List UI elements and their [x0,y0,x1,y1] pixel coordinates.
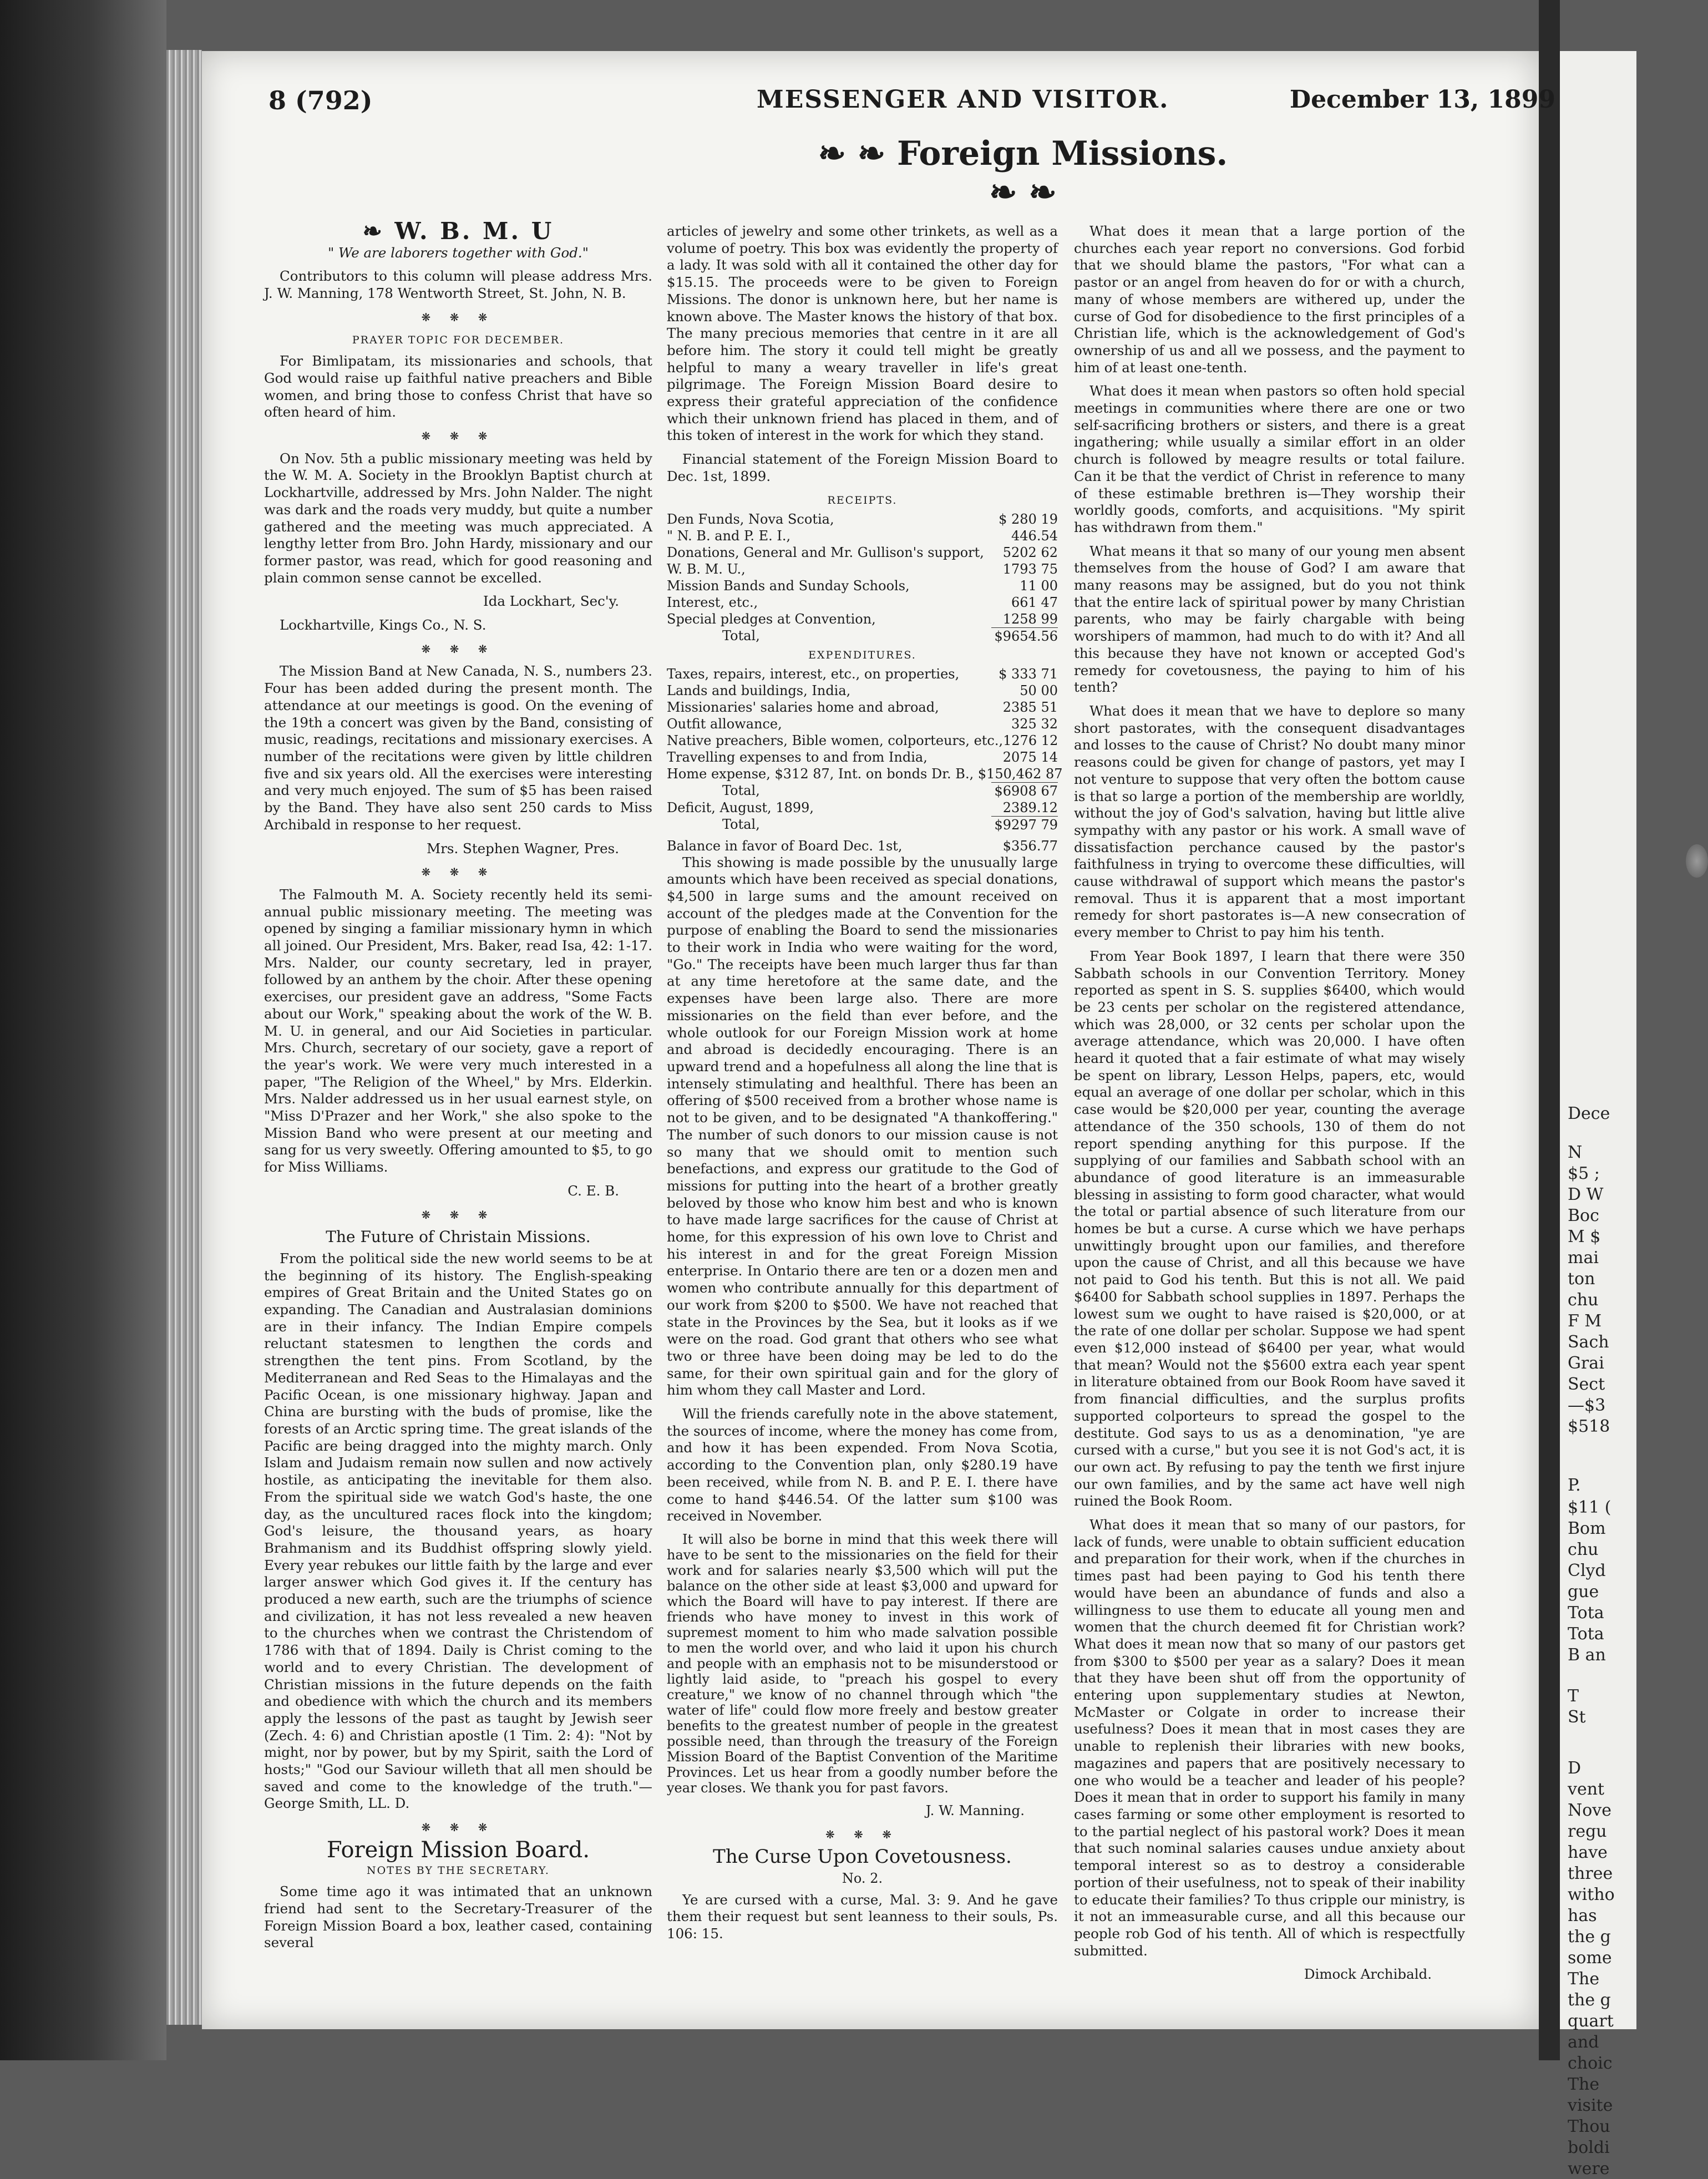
adjacent-page-fragment: visite [1568,2096,1613,2115]
prayer-heading: PRAYER TOPIC FOR DECEMBER. [352,333,565,346]
adjacent-page-fragment: The [1568,2075,1600,2094]
showing-paragraph: This showing is made possible by the unusually large amounts which have been received as special donations, $4,500 in large sums and the amount received on account of the pledges made at the Convention for the purpose of enabling the Board to send the missionaries to their work in India who were waiting for the word, "Go." The receipts have been much larger thus far than at any time heretofore at the same date, and the expenses have been large also. There are more missionaries on the field than ever before, and the whole outlook for our Foreign Mission work at home and abroad is decidedly encouraging. There is an upward trend and a hopefulness all along the line that is intensely stimulating and healthful. There has been an offering of $500 received from a brother whose name is not to be given, and to be designated "A thankoffering." The number of such donors to our mission cause is not so many that we should omit to mention such benefactions, and express our gratitude to the God of missions for putting into the heart of a brother greatly beloved by those who know him best and who is known to have made large sacrifices for the cause of Christ at home, for this expression of his own love to Christ and his interest in and for the great Foreign Mission enterprise. In Ontario there are ten or a dozen men and women who contribute annually for this department of our work from $200 to $500. We have not reached that state in the Provinces by the Sea, but it looks as if we were on the road. God grant that others who see what two or three have been doing may be led to do the same, for their own spiritual gain and for the glory of him whom they call Master and Lord. [667,854,1058,1398]
receipt-row: Den Funds, Nova Scotia, $ 280 19 [667,511,1058,527]
gutter-shadow [1539,0,1560,2060]
curse-p3: What means it that so many of our young men absent themselves from the house of God? I am aware that many reasons may be assigned, but do you not think that the entire lack of spiritual power by many Christian parents, who may be fairly chargable with being worshipers of mammon, had much to do with it? And all this because they have not known or accepted God's remedy for covetousness, the paying to him of his tenth? [1074,543,1465,696]
falmouth-report: The Falmouth M. A. Society recently held its semi-annual public missionary meeting. The meeting was opened by singing a familiar missionary hymn in which all joined. Our President, Mrs. Baker, read Isa, 42: 1-17. Mrs. Nalder, our county secretary, led in prayer, followed by an anthem by the choir. After these opening exercises, our president gave an address, "Some Facts about our Work," speaking about the work of the W. B. M. U. in general, and our Aid Societies in particular. Mrs. Church, secretary of our society, gave a report of the year's work. We were very much interested in a paper, "The Religion of the Wheel," by Mrs. Elderkin. Mrs. Nalder addressed us in her usual earnest style, on "Miss D'Prazer and her Work," she also spoke to the Mission Band who were present at our meeting and sang for us very sweetly. Offering amounted to $5, to go for Miss Williams. [264,886,652,1175]
adjacent-page-fragment: P. [1568,1476,1581,1495]
adjacent-page-fragment: $518 [1568,1417,1610,1436]
ink-blot [1686,844,1708,878]
future-body: From the political side the new world seems to be at the beginning of its history. The English-speaking empires of Great Britain and the United States go on expanding. The Canadian and Australasian dominions are in their infancy. The Indian Empire compels reluctant statesmen to lengthen the cords and strengthen the tent pins. From Scotland, by the Mediterranean and Red Seas to the Himalayas and the Pacific Ocean, is one missionary highway. Japan and China are bursting with the buds of promise, like the forests of an Arctic spring time. The great islands of the Pacific are being dragged into the mighty march. Only Islam and Judaism remain now sullen and now actively hostile, as anticipating the inevitable for them also. From the spiritual side we watch God's haste, the one day, as the uncultured races flock into the kingdom; God's leisure, the thousand years, as hoary Brahmanism and its Buddhist offspring slowly yield. Every year rebukes our little faith by the large and ever larger answer which God gives it. If the century has produced a new earth, such are the triumphs of science and civilization, it has not less revealed a new heaven to the churches when we contrast the Christendom of 1786 with that of 1894. Daily is Christ coming to the world and to every Christian. The development of Christian missions in the future depends on the faith and obedience with which the church and its members apply the lessons of the past as taught by Jewish seer (Zech. 4: 6) and Christian apostle (1 Tim. 2: 4): "Not by might, nor by power, but by my Spirit, saith the Lord of hosts;" "God our Saviour willeth that all men should be saved and come to the knowledge of the truth."—George Smith, LL. D. [264,1250,652,1812]
adjacent-page-fragment: Grai [1568,1354,1604,1373]
receipt-row: Special pledges at Convention, 1258 99 [667,611,1058,627]
receipt-row: " N. B. and P. E. I., 446.54 [667,528,1058,544]
adjacent-page-fragment: chu [1568,1540,1599,1559]
box-story: articles of jewelry and some other trinkets, as well as a volume of poetry. This box was evidently the property of a lady. It was sold with all it contained the other day for $15.15. The proceeds were to be given to Foreign Missions. The donor is unknown here, but her name is known above. The Master knows the history of that box. The many precious memories that centre in it are all before him. The story it could tell might be greatly helpful to many a weary traveller in life's great pilgrimage. The Foreign Mission Board desire to express their grateful appreciation of the confidence which their unknown friend has placed in them, and of this token of interest in the work for which they stand. [667,223,1058,444]
grand-total: Total, $9297 79 [722,816,1058,833]
stars-divider: ❋ ❋ ❋ [421,1821,495,1835]
adjacent-page-fragment: chu [1568,1290,1599,1310]
adjacent-page-fragment: ton [1568,1269,1595,1289]
adjacent-page-fragment: Dece [1568,1104,1610,1123]
adjacent-page-fragment: mai [1568,1248,1599,1268]
mission-band-signature: Mrs. Stephen Wagner, Pres. [427,840,619,857]
adjacent-page-fragment: B an [1568,1645,1606,1665]
adjacent-page-fragment: regu [1568,1822,1607,1841]
page-folio: 8 (792) [268,85,373,115]
expenditure-row: Lands and buildings, India, 50 00 [667,682,1058,698]
expenditure-row: Outfit allowance, 325 32 [667,716,1058,732]
falmouth-signature: C. E. B. [567,1182,619,1199]
receipt-row: Interest, etc., 661 47 [667,594,1058,610]
stars-divider: ❋ ❋ ❋ [421,429,495,443]
adjacent-page-fragment: the g [1568,1927,1611,1947]
page-stack-edge [166,50,202,2025]
mission-band-report: The Mission Band at New Canada, N. S., numbers 23. Four has been added during the present month. The attendance at our meetings is good. On the evening of the 19th a concert was given by the Band, consisting of music, readings, recitations and missionary exercises. A number of the recitations were given by little children five and six years old. All the exercises were interesting and very much enjoyed. The sum of $5 has been raised by the Band. They have also sent 250 cards to Miss Archibald in response to her request. [264,663,652,833]
prayer-topic: For Bimlipatam, its missionaries and schools, that God would raise up faithful native preachers and Bible women, and bring those to confess Christ that have so often heard of him. [264,353,652,420]
issue-date: December 13, 1899 [1289,85,1555,114]
adjacent-page-fragment: Sach [1568,1332,1609,1352]
adjacent-page-fragment: Tota [1568,1624,1604,1644]
financial-intro: Financial statement of the Foreign Mission Board to Dec. 1st, 1899. [667,451,1058,484]
expenditures-total: Total, $6908 67 [722,782,1058,799]
section-title [818,134,1228,212]
lockhartville-signature: Ida Lockhart, Sec'y. [483,593,619,610]
board-intro: Some time ago it was intimated that an unknown friend had sent to the Secretary-Treasurer of the Foreign Mission Board a box, leather cased, containing several [264,1883,652,1951]
board-signature: J. W. Manning. [925,1802,1025,1818]
curse-signature: Dimock Archibald. [1304,1966,1432,1983]
balance-row: Balance in favor of Board Dec. 1st, $356.77 [667,838,1058,854]
adjacent-page-edge [1560,51,1636,2178]
adjacent-page-fragment: and [1568,2033,1599,2052]
wbmu-ornament: ❧ [362,217,384,245]
board-subtitle: NOTES BY THE SECRETARY. [367,1864,550,1877]
adjacent-page-fragment: some [1568,1948,1612,1968]
receipt-row: W. B. M. U., 1793 75 [667,561,1058,577]
wbmu-title [264,217,652,245]
adjacent-page-fragment: F M [1568,1311,1602,1331]
expenditures-list [667,666,1063,782]
wbmu-motto: " We are laborers together with God." [328,244,589,261]
adjacent-page-fragment: were [1568,2159,1610,2178]
adjacent-page-fragment: $5 ; [1568,1164,1600,1183]
adjacent-page-fragment: witho [1568,1885,1615,1904]
adjacent-page-fragment: N [1568,1143,1583,1162]
adjacent-page-fragment: Nove [1568,1801,1612,1820]
wbmu-title-text: W. B. M. U [394,217,554,245]
adjacent-page-fragment: $11 ( [1568,1498,1611,1517]
stars-divider: ❋ ❋ ❋ [421,865,495,879]
expenditure-row: Native preachers, Bible women, colporteurs, etc., 1276 12 [667,732,1058,748]
book-spine-shadow [0,0,166,2060]
adjacent-page-fragment: quart [1568,2011,1614,2031]
adjacent-page-fragment: gue [1568,1582,1599,1602]
receipt-row: Mission Bands and Sunday Schools, 11 00 [667,577,1058,594]
stars-divider: ❋ ❋ ❋ [421,642,495,656]
expenditure-row: Missionaries' salaries home and abroad, 2385 51 [667,699,1058,715]
lockhartville-report: On Nov. 5th a public missionary meeting was held by the W. M. A. Society in the Brooklyn Baptist church at Lockhartville, addressed by Mrs. John Nalder. The night was dark and the roads very muddy, but quite a number gathered and the meeting was much appreciated. A lengthy letter from Bro. John Hardy, missionary and our former pastor, was read, which for good reasoning and plain common sense cannot be excelled. [264,450,652,586]
stars-divider: ❋ ❋ ❋ [421,310,495,324]
stars-divider: ❋ ❋ ❋ [825,1827,899,1841]
borne-paragraph: It will also be borne in mind that this week there will have to be sent to the missionaries on the field for their work and for salaries nearly $3,500 which will put the balance on the other side at least $3,000 and upward for which the Board will have to pay interest. If there are friends who have money to invest in this work of supremest moment to him who made salvation possible to men the world over, and who laid it upon his church and people with an emphasis not to be misunderstood or lightly laid aside, to "preach his gospel to every creature," we know of no channel through which "the water of life" could flow more freely and bestow greater benefits to the greatest number of people in the greatest possible need, than through the treasury of the Foreign Mission Board of the Baptist Convention of the Maritime Provinces. Let us hear from a goodly number before the year closes. We thank you for past favors. [667,1531,1058,1796]
friends-paragraph: Will the friends carefully note in the above statement, the sources of income, where the money has come from, and how it has been expended. From Nova Scotia, according to the Convention plan, only $280.19 have been received, while from N. B. and P. E. I. there have come to hand $446.54. Of the latter sum $100 was received in November. [667,1406,1058,1524]
column-3 [1074,223,1465,2037]
adjacent-page-fragment: Bom [1568,1519,1606,1538]
adjacent-page-fragment: the g [1568,1990,1611,2010]
adjacent-page-fragment: D [1568,1759,1582,1778]
adjacent-page-fragment: D W [1568,1185,1604,1204]
curse-p4: What does it mean that we have to deplore so many short pastorates, with the consequent disadvantages and losses to the cause of Christ? No doubt many minor reasons could be given for change of pastors, yet may I not venture to suppose that very often the bottom cause is that so large a portion of the membership are worldly, without the joy of God's salvation, having but little alive sympathy with any pastor or his work. A small wave of dissatisfaction perchance caused by the pastor's faithfulness in trying to overcome these difficulties, will cause withdrawal of support which means the pastor's removal. Thus it is apparent that a most important remedy for short pastorates is—A new consecration of every member to Christ to pay him his tenth. [1074,702,1465,941]
adjacent-page-fragment: St [1568,1707,1586,1727]
curse-intro: Ye are cursed with a curse, Mal. 3: 9. And he gave them their request but sent leanness to their souls, Ps. 106: 15. [667,1891,1058,1942]
section-title-text: Foreign Missions. [897,134,1228,173]
adjacent-page-fragment: Sect [1568,1375,1605,1394]
curse-p1: What does it mean that a large portion of the churches each year report no conversions. God forbid that we should blame the pastors, "For what can a pastor or an angel from heaven do for or with a church, many of whose members are withered up, under the curse of God for disobedience to the first principles of a Christian life, which is the acknowledgement of God's ownership of us and all we possess, and the payment to him of at least one-tenth. [1074,223,1465,376]
adjacent-page-fragment: choic [1568,2054,1613,2073]
adjacent-page-fragment: M $ [1568,1227,1601,1246]
adjacent-page-fragment: Tota [1568,1603,1604,1623]
expenditure-row: Travelling expenses to and from India, 2075 14 [667,749,1058,765]
column-2 [667,223,1063,2037]
curse-title: The Curse Upon Covetousness. [713,1846,1012,1868]
adjacent-page-fragment: —$3 [1568,1396,1606,1415]
adjacent-page-fragment: has [1568,1906,1597,1925]
lockhartville-place: Lockhartville, Kings Co., N. S. [280,617,486,634]
stars-divider: ❋ ❋ ❋ [421,1208,495,1222]
curse-p2: What does it mean when pastors so often hold special meetings in communities where there are one or two self-sacrificing brothers or sisters, and there is a great ingathering; while usually a similar effort in an older church is followed by meagre results or total failure. Can it be that the verdict of Christ in reference to many of these estimable brethren is—They worship their worldly goods, comforts, and acquisitions. "My spirit has withdrawn from them." [1074,383,1465,535]
adjacent-page-fragment: T [1568,1686,1579,1706]
receipt-row: Donations, General and Mr. Gullison's support, 5202 62 [667,544,1058,560]
expenditure-row: Home expense, $312 87, Int. on bonds Dr. B., $150, 462 87 [667,766,1063,782]
adjacent-page-fragment: have [1568,1843,1608,1862]
adjacent-page-fragment: three [1568,1864,1613,1883]
curse-p5: From Year Book 1897, I learn that there were 350 Sabbath schools in our Convention Territory. Money reported as spent in S. S. supplies $6400, which would be 23 cents per scholar on the registered attendance, which was 28,000, or 32 cents per scholar upon the average attendance, which was 20,000. I have often heard it quoted that a fair estimate of what may wisely be spent on library, Lesson Helps, papers, etc, would equal an average of one dollar per scholar, which in this case would be $20,000 per year, counting the average attendance of the 350 schools, 130 of them do not report spending anything for this purpose. If the supplying of our families and Sabbath school with an abundance of good literature is an immeasurable blessing in assisting to form good character, what would the total or partial absence of such literature from our homes be but a curse. A curse which we have perhaps unwittingly brought upon our families, and therefore upon the cause of Christ, and all this because we have not paid to God his tenth. But this is not all. We paid $6400 for Sabbath school supplies in 1897. Perhaps the lowest sum we ought to have raised is $20,000, or at the rate of one dollar per scholar. Suppose we had spent even $12,000 instead of $6400 per year, what would that mean? Would not the $5600 extra each year spent in literature obtained from our Book Room have saved it from financial difficulties, and the surplus profits supported colporteurs to spread the gospel to the destitute. God says to us as a denomination, "ye are cursed with a curse," but you see it is not God's act, it is our own act. By refusing to pay the tenth we first injure our own families, and by the same act have well nigh ruined the Book Room. [1074,947,1465,1509]
board-title: Foreign Mission Board. [326,1837,590,1863]
curse-number: No. 2. [842,1871,883,1887]
future-title: The Future of Christain Missions. [326,1228,591,1246]
adjacent-page-fragment: The [1568,1969,1600,1989]
adjacent-page-fragment: Thou [1568,2117,1610,2136]
page-header [268,85,1666,135]
deficit-row: Deficit, August, 1899, 2389.12 [667,799,1058,815]
adjacent-page-fragment: Boc [1568,1206,1599,1225]
receipts-total: Total, $9654.56 [722,627,1058,644]
financial-statement [667,492,1063,854]
adjacent-page-fragment: Clyd [1568,1561,1606,1580]
masthead: MESSENGER AND VISITOR. [757,85,1169,114]
adjacent-page-fragment: boldi [1568,2138,1610,2157]
column-1 [264,217,652,2037]
receipts-heading: RECEIPTS. [827,494,898,506]
ornament-left: ❧ ❧ [818,134,886,173]
ornament-right: ❧ ❧ [989,173,1057,212]
curse-p6: What does it mean that so many of our pastors, for lack of funds, were unable to obtain sufficient education and preparation for their work, when if the churches in times past had been paying to God his tenth there would have been an abundance of funds and also a willingness to use them to educate all young men and women that the church deemed fit for Christian work? What does it mean now that so many of our pastors get from $300 to $500 per year as a salary? Does it mean that they have been shut off from the opportunity of entering upon supplementary studies at Newton, McMaster or Colgate in order to increase their usefulness? Does it mean that in most cases they are unable to replenish their libraries with new books, magazines and papers that are positively necessary to one who would be a teacher and leader of his people? Does it mean that in order to support his family in many cases farming or some other employment is resorted to to the partial neglect of his pastoral work? Does it mean that such nominal salaries causes undue anxiety about temporal interest so as to destroy a considerable portion of their usefulness, not to speak of their inability to educate their families? To thus cripple our ministry, is it not an immeasurable curse, and all this because our people rob God of his tenth. All of which is respectfully submitted. [1074,1517,1465,1959]
newspaper-page [202,51,1555,2029]
adjacent-page-fragment: vent [1568,1780,1605,1799]
receipts-list [667,511,1058,627]
expenditures-heading: EXPENDITURES. [808,648,916,661]
wbmu-contributors: Contributors to this column will please address Mrs. J. W. Manning, 178 Wentworth Street, St. John, N. B. [264,268,652,302]
expenditure-row: Taxes, repairs, interest, etc., on properties, $ 333 71 [667,666,1058,682]
